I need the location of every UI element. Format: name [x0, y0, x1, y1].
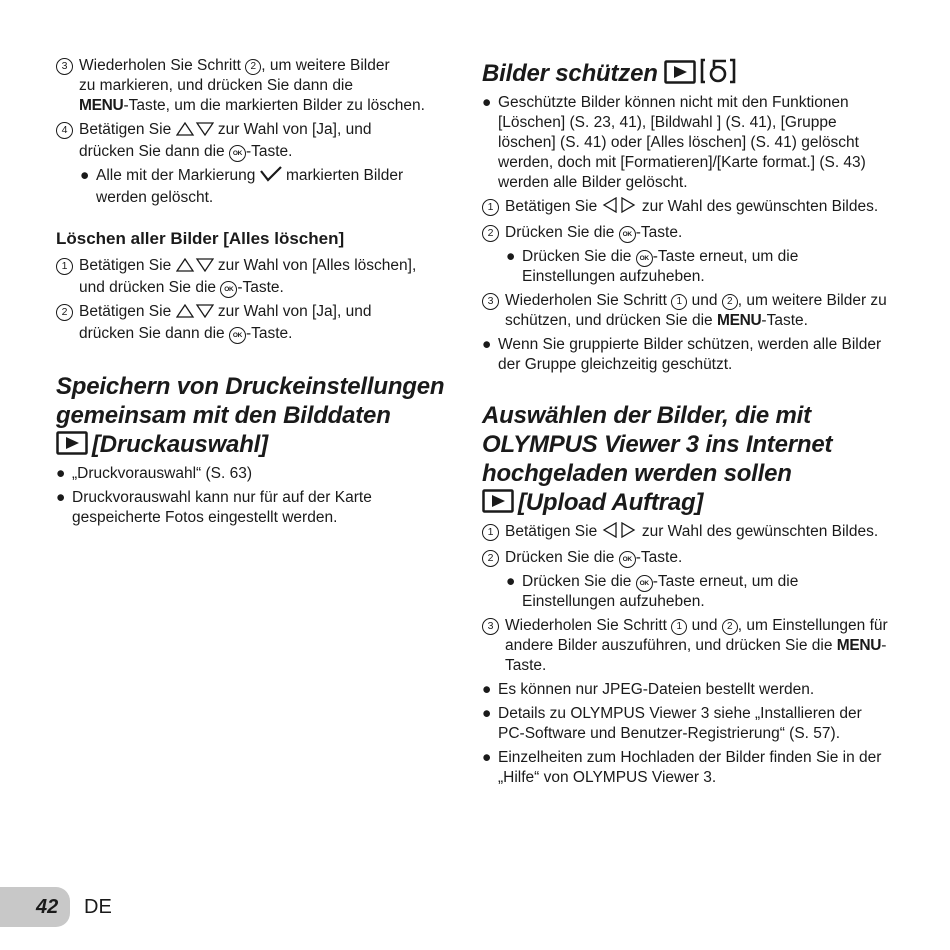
page-number: 42: [36, 896, 59, 918]
up-down-arrows-icon: [176, 258, 214, 278]
step-number: 3: [482, 618, 499, 635]
ok-button-icon: OK: [619, 551, 636, 568]
ok-button-icon: OK: [229, 327, 246, 344]
step-ref: 1: [671, 619, 687, 635]
playback-icon: [664, 60, 696, 91]
playback-icon: [482, 489, 514, 520]
menu-label: MENU: [79, 97, 124, 114]
protect-step-3: 3 Wiederholen Sie Schritt 1 und 2 , um weitere Bilder zu schützen, und drücken Sie die MENU-Taste.: [482, 291, 892, 331]
menu-label: MENU: [716, 312, 762, 329]
list-item: ● Geschützte Bilder können nicht mit den Funktionen [Löschen] (S. 23, 41), [Bildwahl ] (S. 41), [Gruppe löschen] (S. 41) oder [Alles löschen] (S. 41) gelöscht werden, doch mit [Formatieren]/[Karte format.] (S. 43) werden alle Bilder gelöscht.: [482, 94, 866, 191]
step-number: 2: [482, 550, 499, 567]
upload-step-2: 2 Drücken Sie die OK -Taste.: [482, 548, 892, 568]
step-ref: 2: [722, 619, 738, 635]
step-number: 4: [56, 122, 73, 139]
playback-icon: [56, 431, 88, 462]
step-number: 2: [482, 225, 499, 242]
right-column: [482, 58, 892, 792]
upload-step-1: 1 Betätigen Sie zur Wahl des gewünschten Bildes.: [482, 522, 892, 544]
protect-key-icon: [700, 58, 740, 91]
ok-button-icon: OK: [220, 281, 237, 298]
up-down-arrows-icon: [176, 122, 214, 142]
list-item: ● Druckvorauswahl kann nur für auf der Karte gespeicherte Fotos eingestellt werden.: [56, 489, 372, 526]
step-4-note: ● Alle mit der Markierung markierten Bilder werden gelöscht.: [80, 167, 404, 206]
upload-step-2-note: ● Drücken Sie die OK -Taste erneut, um die Einstellungen aufzuheben.: [506, 573, 799, 610]
list-item: ● Es können nur JPEG-Dateien bestellt werden.: [482, 681, 815, 698]
section-title-protect: Bilder schützen: [482, 58, 892, 91]
step-ref: 1: [671, 294, 687, 310]
check-mark-icon: [260, 166, 282, 188]
list-item: ● „Druckvorauswahl“ (S. 63): [56, 465, 253, 482]
up-down-arrows-icon: [176, 304, 214, 324]
step-ref: 2: [722, 294, 738, 310]
section-title-upload: Auswählen der Bilder, die mit OLYMPUS Viewer 3 ins Internet hochgeladen werden sollen [Upload Auftrag]: [482, 401, 892, 520]
delete-all-step-1: 1 Betätigen Sie zur Wahl von [Alles löschen], und drücken Sie die OK -Taste.: [56, 256, 456, 298]
step-ref: 2: [245, 59, 261, 75]
page-footer: [0, 887, 120, 927]
list-item: ● Einzelheiten zum Hochladen der Bilder finden Sie in der „Hilfe“ von OLYMPUS Viewer 3.: [482, 749, 882, 786]
step-number: 1: [482, 199, 499, 216]
step-number: 1: [482, 524, 499, 541]
menu-label: MENU: [836, 637, 882, 654]
ok-button-icon: OK: [636, 250, 653, 267]
upload-step-3: 3 Wiederholen Sie Schritt 1 und 2 , um Einstellungen für andere Bilder auszuführen, und drücken Sie die MENU-Taste.: [482, 616, 892, 676]
step-number: 1: [56, 258, 73, 275]
protect-step-1: 1 Betätigen Sie zur Wahl des gewünschten Bildes.: [482, 197, 892, 219]
list-item: ● Wenn Sie gruppierte Bilder schützen, werden alle Bilder der Gruppe gleichzeitig geschützt.: [482, 336, 882, 373]
ok-button-icon: OK: [229, 145, 246, 162]
section-title-print-settings: Speichern von Druckeinstellungen gemeinsam mit den Bilddaten [Druckauswahl]: [56, 372, 456, 462]
step-number: 2: [56, 304, 73, 321]
protect-step-2-note: ● Drücken Sie die OK -Taste erneut, um die Einstellungen aufzuheben.: [506, 248, 799, 285]
list-item: ● Details zu OLYMPUS Viewer 3 siehe „Installieren der PC-Software und Benutzer-Registrierung“ (S. 57).: [482, 705, 862, 742]
ok-button-icon: OK: [619, 226, 636, 243]
step-number: 3: [56, 58, 73, 75]
subheading-delete-all: Löschen aller Bilder [Alles löschen]: [56, 229, 345, 248]
delete-all-step-2: 2 Betätigen Sie zur Wahl von [Ja], und drücken Sie dann die OK -Taste.: [56, 302, 456, 344]
step-4: 4 Betätigen Sie zur Wahl von [Ja], und drücken Sie dann die OK -Taste.: [56, 120, 456, 162]
left-column: [56, 56, 456, 532]
page-number-tab: [0, 887, 70, 927]
ok-button-icon: OK: [636, 575, 653, 592]
step-3: 3 Wiederholen Sie Schritt 2 , um weitere Bilder zu markieren, und drücken Sie dann die MENU-Taste, um die markierten Bilder zu löschen.: [56, 56, 456, 116]
left-right-arrows-icon: [602, 522, 638, 544]
language-code: DE: [84, 896, 112, 918]
protect-step-2: 2 Drücken Sie die OK -Taste.: [482, 223, 892, 243]
left-right-arrows-icon: [602, 197, 638, 219]
step-number: 3: [482, 293, 499, 310]
